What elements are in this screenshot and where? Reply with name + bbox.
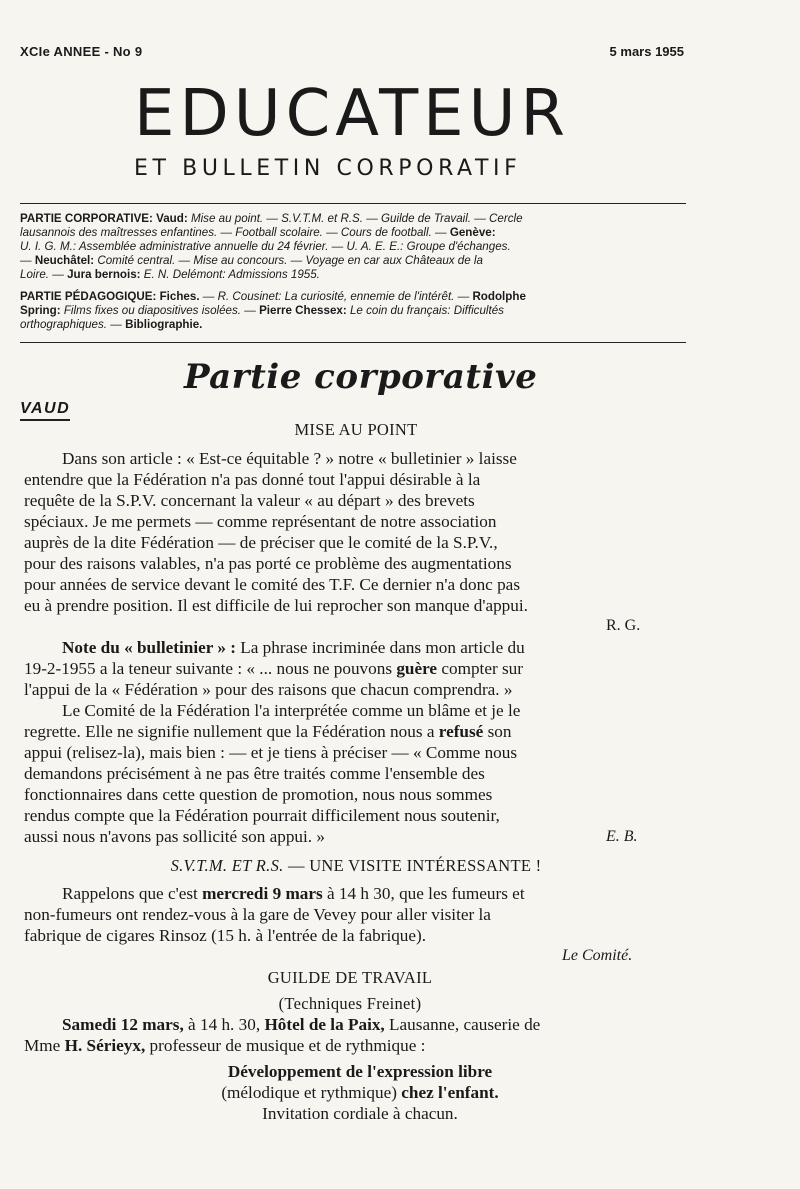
note-label: Note du « bulletinier » : xyxy=(62,638,236,657)
note-line: Le Comité de la Fédération l'a interprétée comme un blâme et je le xyxy=(62,701,521,720)
svtm-line: fabrique de cigares Rinsoz (15 h. à l'entrée de la fabrique). xyxy=(24,926,427,945)
masthead-title: EDUCATEUR xyxy=(134,77,570,151)
note-line: l'appui de la « Fédération » pour des raisons que chacun comprendra. » xyxy=(24,680,513,699)
guilde-heading: GUILDE DE TRAVAIL xyxy=(267,968,433,987)
note-line: 19-2-1955 a la teneur suivante : « ... nous ne pouvons guère compter sur xyxy=(24,659,523,678)
divider-top xyxy=(20,203,686,204)
svtm-heading: S.V.T.M. ET R.S. — UNE VISITE INTÉRESSANTE ! xyxy=(170,856,542,875)
issue-date: 5 mars 1955 xyxy=(609,44,684,59)
note-line: Note du « bulletinier » : La phrase incriminée dans mon article du xyxy=(62,638,525,657)
note-line: rendus compte que la Fédération pourrait difficilement nous soutenir, xyxy=(24,806,500,825)
article-line: requête de la S.P.V. concernant la valeur « au départ » des brevets xyxy=(24,491,475,510)
article-line: entendre que la Fédération n'a pas donné tout l'appui désirable à la xyxy=(24,470,481,489)
invitation: Invitation cordiale à chacun. xyxy=(262,1104,458,1123)
note-line: demandons précisément à ne pas être traités comme l'ensemble des xyxy=(24,764,485,783)
article-line: pour années de service devant le comité des T.F. Ce dernier n'a donc pas xyxy=(24,575,521,594)
signature-comite: Le Comité. xyxy=(562,947,633,964)
issue-number: XCIe ANNEE - No 9 xyxy=(20,44,143,59)
guilde-subheading: (Techniques Freinet) xyxy=(278,994,422,1013)
note-line: aussi nous n'avons pas sollicité son appui. » xyxy=(24,827,325,846)
signature-eb: E. B. xyxy=(606,828,638,845)
summary-corporative: PARTIE CORPORATIVE: Vaud: Mise au point. — S.V.T.M. et R.S. — Guilde de Travail. — Cercle lausannois des maîtresses enfantines. — Football scolaire. — Cours de football. — Genève: U. I. G. M.: Assemblée administrative annuelle du 24 février. — U. A. E. E.: Groupe d'échanges. — Neuchâtel: Comité central. — Mise au concours. — Voyage en car aux Châteaux de la Loire. — Jura bernois: E. N. Delémont: Admissions 1955. xyxy=(20,212,523,281)
summary-pedagogique: PARTIE PÉDAGOGIQUE: Fiches. — R. Cousinet: La curiosité, ennemie de l'intérêt. — Rodolphe Spring: Films fixes ou diapositives isolées. — Pierre Chessex: Le coin du français: Difficultés orthographiques. — Bibliographie. xyxy=(20,290,526,331)
svtm-line: non-fumeurs ont rendez-vous à la gare de Vevey pour aller visiter la xyxy=(24,905,491,924)
guilde-line: Samedi 12 mars, à 14 h. 30, Hôtel de la Paix, Lausanne, causerie de xyxy=(62,1015,541,1034)
svtm-line: Rappelons que c'est mercredi 9 mars à 14 h 30, que les fumeurs et xyxy=(62,884,525,903)
note-line: regrette. Elle ne signifie nullement que la Fédération nous a refusé son xyxy=(24,722,512,741)
note-line: appui (relisez-la), mais bien : — et je tiens à préciser — « Comme nous xyxy=(24,743,518,762)
signature-rg: R. G. xyxy=(606,617,641,634)
masthead-subtitle: ET BULLETIN CORPORATIF xyxy=(134,156,522,181)
region-label: VAUD xyxy=(20,400,70,421)
article-line: Dans son article : « Est-ce équitable ? » notre « bulletinier » laisse xyxy=(62,449,517,468)
divider-bottom xyxy=(20,342,686,343)
article-line: pour des raisons valables, n'a pas porté ce problème des augmentations xyxy=(24,554,512,573)
pedagogique-label: PARTIE PÉDAGOGIQUE: xyxy=(20,290,157,303)
guilde-line: Mme H. Sérieyx, professeur de musique et de rythmique : xyxy=(24,1036,426,1055)
corporative-label: PARTIE CORPORATIVE: xyxy=(20,212,153,225)
article-line: auprès de la dite Fédération — de préciser que le comité de la S.P.V., xyxy=(24,533,498,552)
article-line: spéciaux. Je me permets — comme représentant de notre association xyxy=(24,512,497,531)
section-title: Partie corporative xyxy=(184,357,538,397)
talk-subtitle: (mélodique et rythmique) chez l'enfant. xyxy=(221,1083,499,1102)
talk-title: Développement de l'expression libre xyxy=(227,1062,493,1081)
article-line: eu à prendre position. Il est difficile de lui reprocher son manque d'appui. xyxy=(24,596,528,615)
mise-au-point-heading: MISE AU POINT xyxy=(294,420,418,439)
note-line: fonctionnaires dans cette question de promotion, nous nous sommes xyxy=(24,785,493,804)
